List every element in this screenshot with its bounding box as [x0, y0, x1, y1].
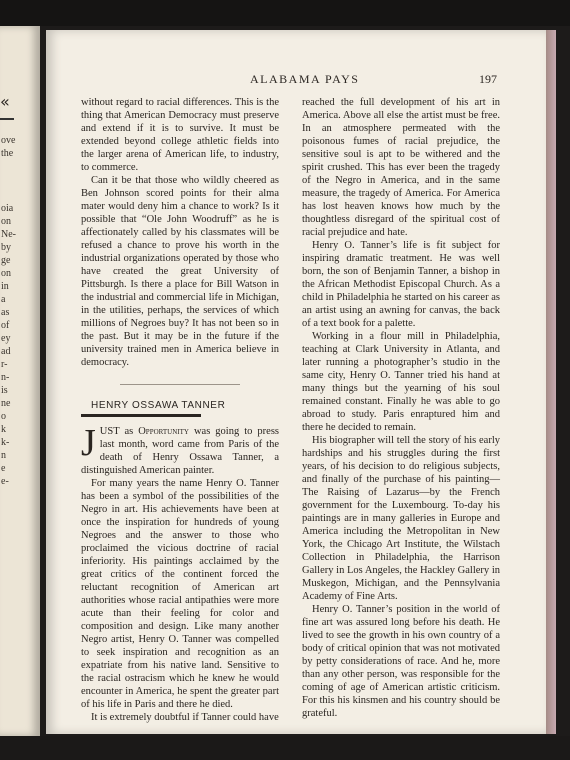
intro-lead: UST as: [99, 426, 139, 437]
left-page-fragment: e: [1, 463, 6, 474]
paragraph: Working in a flour mill in Philadelphia, teaching at Clark University in Atlanta, and later running a photographer’s studio in the same city, Henry O. Tanner tried his hand at many things but the yearning of his soul remained constant. Finally he was able to go abroad to study. Paris enraptured him and there he decided to remain.: [302, 331, 500, 433]
left-text-column: [81, 96, 279, 724]
left-page-fragment: n-: [1, 372, 10, 383]
left-page-fragment: in: [1, 281, 9, 292]
chevron-left-icon: «: [0, 92, 10, 111]
heading-underline: [81, 414, 201, 417]
intro-rest: was going to press last month, word came from Paris of the death of Henry Ossawa Tanner, a distinguished American painter.: [81, 426, 279, 476]
running-head-title: ALABAMA PAYS: [250, 72, 360, 86]
paragraph: without regard to racial differences. This is the thing that American Democracy must preserve and extend if it is to survive. It must be extended beyond college athletic fields into the larger arena of American life, to industry, to commerce.: [81, 97, 279, 173]
section-heading: HENRY OSSAWA TANNER: [91, 400, 226, 411]
left-page-fragment: oia: [1, 203, 14, 214]
paragraph: Can it be that those who wildly cheered as Ben Johnson scored points for their alma mater would deny him a chance to work? Is it possible that “Ole John Woodruff” as he is affectionately called by his classmates will be refused a chance to prove his worth in the industrial organizations operated by those who have created the great University of Pittsburgh. Is there a place for Bill Watson in the industrial and commercial life in Michigan, in the utilities, perhaps, the services of which millions of Negroes buy? It has not been so in the past. But it may be in the future if the university trained men in America believe in democracy.: [81, 175, 279, 368]
left-page-fragment: o: [1, 411, 6, 422]
paragraph: Henry O. Tanner’s position in the world of fine art was assured long before his death. He lived to see the growth in his own country of a body of critical opinion that was not motivated by petty considerations of race. And he, more than any other person, was responsible for the coming of age of American artistic criticism. For this his kinsmen and his country should be grateful.: [302, 604, 500, 719]
paragraph: It is extremely doubtful if Tanner could have: [91, 712, 279, 723]
divider: [0, 118, 14, 120]
page-number: 197: [479, 72, 497, 86]
left-page-fragment: e-: [1, 476, 9, 487]
left-page-fragment: ey: [1, 333, 11, 344]
left-page-fragment: k: [1, 424, 6, 435]
paragraph: reached the full development of his art in America. Above all else the artist must be free. In an atmosphere permeated with the poisonous fumes of racial prejudice, the sensitive soul is apt to be withered and the spirit crushed. This has ever been the tragedy of the Negro in America, and in the same measure, the tragedy of America. For America has lost heaven knows how much by the thoughtless disregard of the spiritual cost of racial prejudice and hate.: [302, 97, 500, 238]
left-page-fragment: ne: [1, 398, 11, 409]
left-page-fragment: ad: [1, 346, 11, 357]
left-page-fragment: on: [1, 268, 11, 279]
page-edge: [546, 30, 556, 734]
left-page-fragment: of: [1, 320, 10, 331]
left-page-fragment: by: [1, 242, 11, 253]
left-page-fragment: on: [1, 216, 11, 227]
left-page-fragment: k-: [1, 437, 10, 448]
paragraph: Henry O. Tanner’s life is fit subject for inspiring dramatic treatment. He was well born, the son of Benjamin Tanner, a bishop in the African Methodist Episcopal Church. As a child in Philadelphia he started on his career as an artist using an awning for canvas, the back of a text book for a palette.: [302, 240, 500, 329]
left-page-fragment: a: [1, 294, 6, 305]
left-page-fragment: Ne-: [1, 229, 16, 240]
left-page-fragment: is: [1, 385, 8, 396]
bottom-background-strip: [0, 736, 570, 760]
left-page-fragment: ove: [1, 135, 16, 146]
left-page-fragment: n: [1, 450, 6, 461]
drop-cap: J: [81, 422, 96, 464]
paragraph: His biographer will tell the story of his early hardships and his struggles during the first years, of his decision to do religious subjects, and finally of the purchase of his painting—The Raising of Lazarus—by the French government for the Luxembourg. To-day his paintings are in many galleries in Europe and America including the Metropolitan in New York, the Chicago Art Institute, the Wilstach Collection in Philadelphia, the Harrison Gallery in Los Angeles, the Hackley Gallery in Muskegon, Michigan, and the Pennsylvania Academy of Fine Arts.: [302, 435, 500, 602]
paragraph: For many years the name Henry O. Tanner has been a symbol of the possibilities of the Negro in art. His achievements have been at once the inspiration for hundreds of young Negroes and the answer to those who proclaimed the vicious doctrine of racial inferiority. His paintings acclaimed by the great critics of the continent forced the reluctant recognition of American art authorities whose racial antipathies were more acute than their feeling for color and composition and design. Like many another Negro artist, Henry O. Tanner was compelled to seek inspiration and recognition as an expatriate from his native land. Sensitive to the racial ostracism which he knew he would encounter in America, he spent the greater part of his life in Paris and there he died.: [81, 478, 279, 710]
left-page-fragment: r-: [1, 359, 8, 370]
left-facing-page: [0, 26, 40, 736]
left-page-fragment: ge: [1, 255, 11, 266]
left-page-fragment: as: [1, 307, 10, 318]
right-text-column: [302, 96, 500, 720]
top-background-strip: [0, 0, 570, 26]
magazine-name: Opportunity: [138, 426, 189, 437]
section-divider: [120, 384, 240, 385]
section-intro-paragraph: [81, 422, 279, 477]
left-page-fragment: the: [1, 148, 14, 159]
